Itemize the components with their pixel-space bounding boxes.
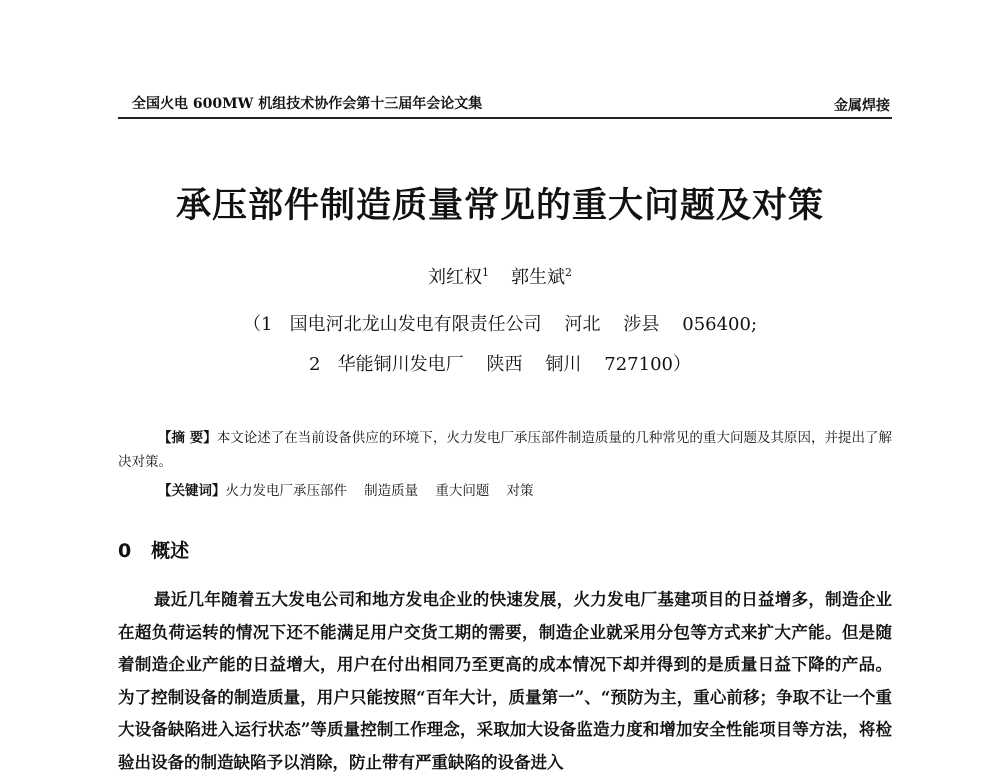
abstract-text: 本文论述了在当前设备供应的环境下，火力发电厂承压部件制造质量的几种常见的重大问题及其原因，并提出了解决对策。 — [118, 430, 893, 470]
body-paragraph: 最近几年随着五大发电公司和地方发电企业的快速发展，火力发电厂基建项目的日益增多，制造企业在超负荷运转的情况下还不能满足用户交货工期的需要，制造企业就采用分包等方式来扩大产能。但是随着制造企业产能的日益增大，用户在付出相同乃至更高的成本情况下却并得到的是质量日益下降的产品。为了控制设备的制造质量，用户只能按照“百年大计，质量第一”、“预防为主，重心前移；争取不让一个重大设备缺陷进入运行状态”等质量控制工作理念，采取加大设备监造力度和增加安全性能项目等方法，将检验出设备的制造缺陷予以消除，防止带有严重缺陷的设备进入 — [118, 590, 892, 772]
section-heading — [118, 536, 189, 563]
abstract — [118, 426, 892, 474]
author-name: 刘红权 — [428, 267, 482, 288]
section-number: 0 — [118, 540, 132, 562]
author-name: 郭生斌 — [511, 267, 565, 288]
header-divider — [118, 117, 892, 119]
running-header-section: 金属焊接 — [834, 98, 890, 114]
running-header-proceedings: 全国火电 600MW 机组技术协作会第十三届年会论文集 — [132, 96, 483, 112]
author-list — [0, 263, 1000, 289]
keywords-text: 火力发电厂承压部件 制造质量 重大问题 对策 — [225, 483, 534, 499]
author-affiliation-mark: 2 — [565, 266, 572, 279]
affiliation-line: 2 华能铜川发电厂 陕西 铜川 727100） — [309, 354, 691, 375]
paper-title: 承压部件制造质量常见的重大问题及对策 — [175, 186, 824, 226]
keywords-label: 【关键词】 — [158, 483, 226, 499]
section-title: 概述 — [151, 540, 190, 562]
author-affiliation-mark: 1 — [482, 266, 489, 279]
affiliation-line: （1 国电河北龙山发电有限责任公司 河北 涉县 056400; — [242, 314, 758, 335]
keywords — [158, 479, 534, 499]
abstract-label: 【摘 要】 — [158, 430, 217, 446]
